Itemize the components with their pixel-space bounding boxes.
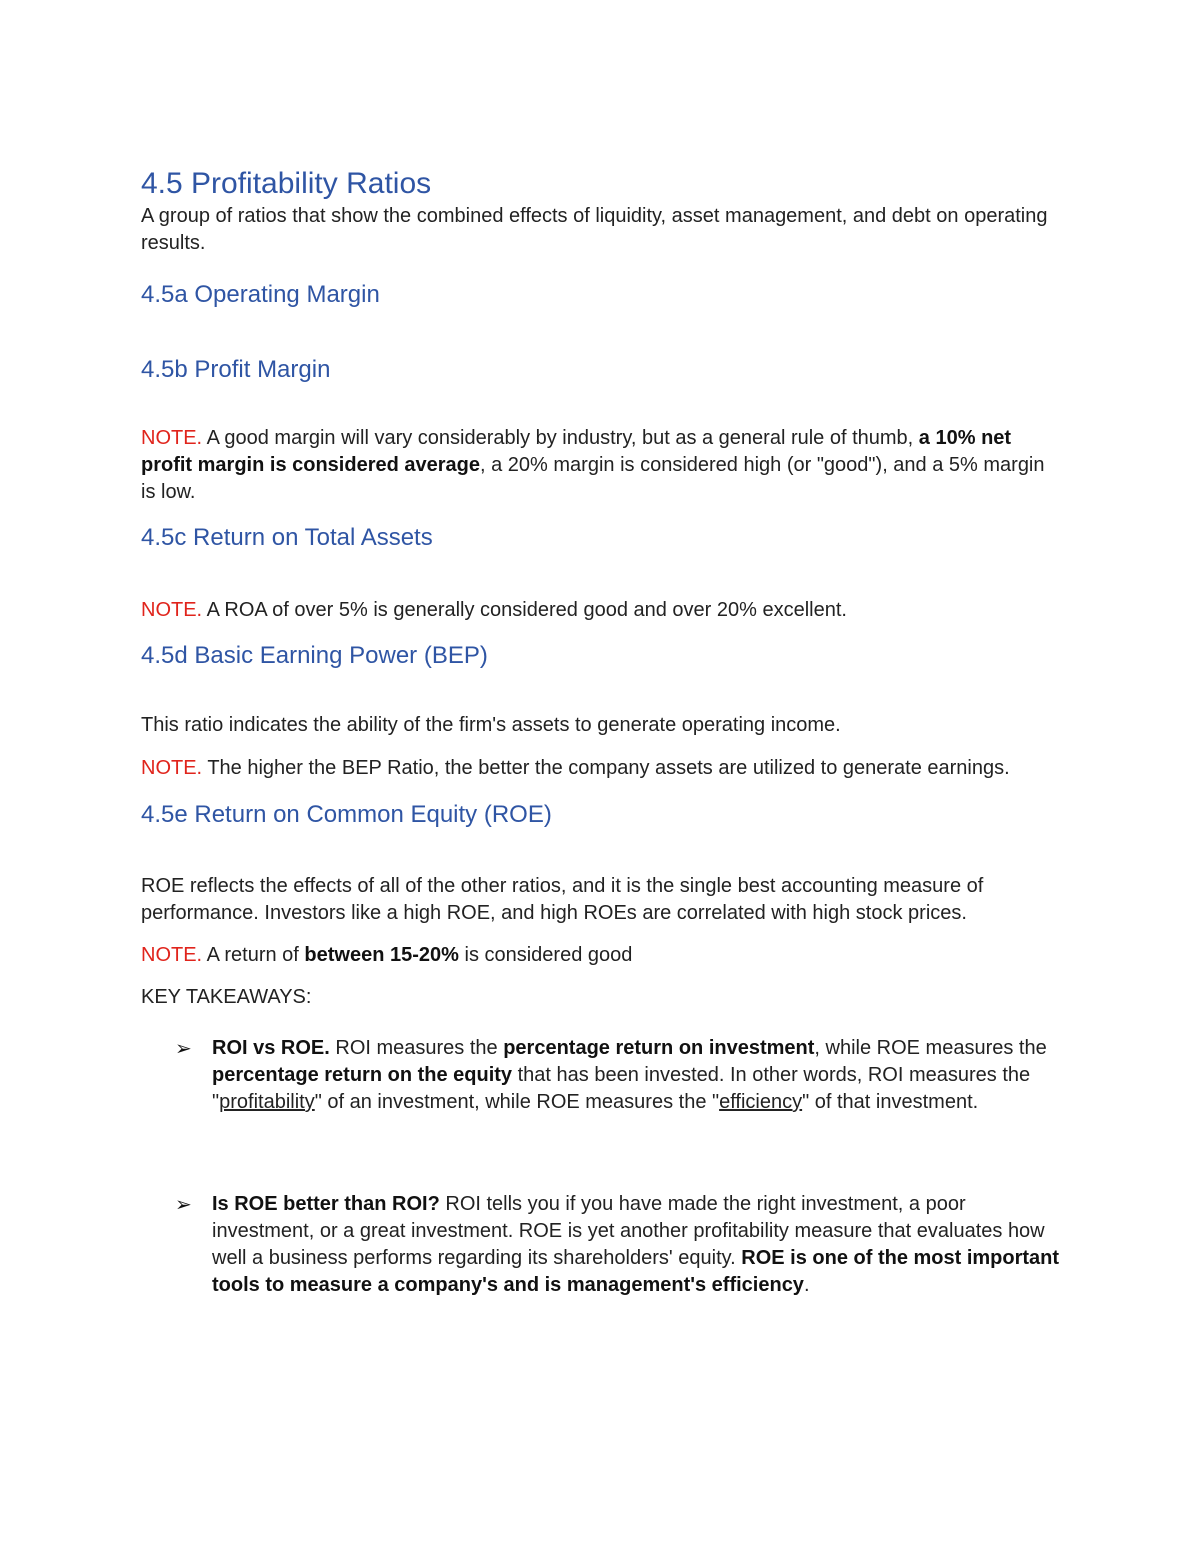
note-profit-margin: NOTE. A good margin will vary considerably by industry, but as a general rule of thumb, a 10% net profit margin is considered average, a 20% margin is considered high (or "good"), and a 5% margin is low. bbox=[141, 427, 1045, 503]
bep-paragraph: This ratio indicates the ability of the firm's assets to generate operating income. bbox=[141, 714, 841, 736]
note-label: NOTE. bbox=[141, 599, 203, 621]
heading-profit-margin: 4.5b Profit Margin bbox=[141, 356, 331, 383]
arrowhead-bullet-icon: ➢ bbox=[175, 1192, 192, 1216]
arrowhead-bullet-icon: ➢ bbox=[175, 1036, 192, 1060]
heading-basic-earning-power: 4.5d Basic Earning Power (BEP) bbox=[141, 642, 488, 669]
key-takeaways-label: KEY TAKEAWAYS: bbox=[141, 986, 312, 1008]
list-item: ➢ Is ROE better than ROI? ROI tells you if you have made the right investment, a poor investment, or a great investment. ROE is yet another profitability measure that evaluates how well a business performs regarding its shareholders' equity. ROE is one of the most important tools to measure a company's and is management's efficiency. bbox=[175, 1192, 1060, 1296]
heading-return-on-total-assets: 4.5c Return on Total Assets bbox=[141, 524, 433, 551]
heading-operating-margin: 4.5a Operating Margin bbox=[141, 281, 380, 308]
heading-return-on-common-equity: 4.5e Return on Common Equity (ROE) bbox=[141, 801, 552, 828]
document-page bbox=[141, 165, 1061, 1299]
list-item: ➢ ROI vs ROE. ROI measures the percentage return on investment, while ROE measures the percentage return on the equity that has been invested. In other words, ROI measures the "profitability" of an investment, while ROE measures the "efficiency" of that investment. bbox=[175, 1036, 1047, 1113]
roe-paragraph: ROE reflects the effects of all of the other ratios, and it is the single best accounting measure of performance. Investors like a high ROE, and high ROEs are correlated with high stock prices. bbox=[141, 875, 984, 924]
note-roe: NOTE. A return of between 15-20% is considered good bbox=[141, 944, 633, 966]
note-label: NOTE. bbox=[141, 427, 203, 449]
note-roa: NOTE. A ROA of over 5% is generally considered good and over 20% excellent. bbox=[141, 599, 847, 621]
note-bep: NOTE. The higher the BEP Ratio, the better the company assets are utilized to generate earnings. bbox=[141, 757, 1010, 779]
intro-paragraph: A group of ratios that show the combined effects of liquidity, asset management, and debt on operating results. bbox=[141, 205, 1048, 254]
takeaways-list bbox=[141, 1035, 1061, 1299]
note-label: NOTE. bbox=[141, 944, 203, 966]
page-title: 4.5 Profitability Ratios bbox=[141, 167, 432, 200]
note-label: NOTE. bbox=[141, 757, 203, 779]
